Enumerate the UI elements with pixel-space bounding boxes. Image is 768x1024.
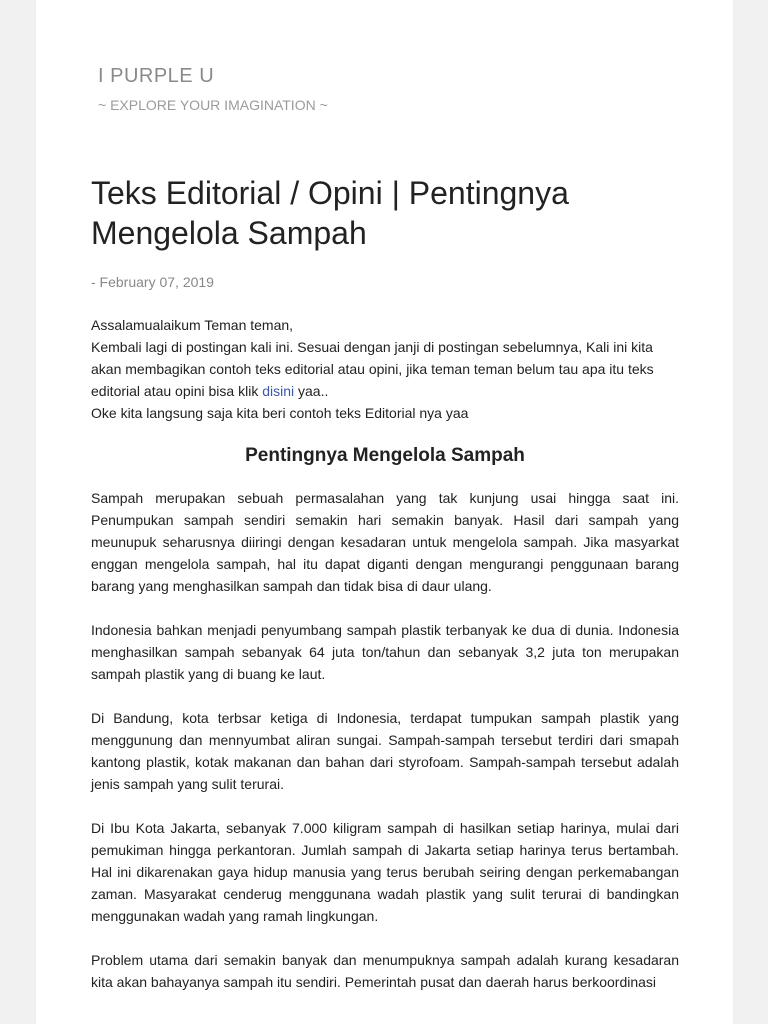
intro-line-2: akan membagikan contoh teks editorial atau opini, jika teman teman belum tau apa itu teks (91, 361, 654, 377)
post-title: Teks Editorial / Opini | Pentingnya Mengelola Sampah (91, 175, 569, 251)
intro-link-line (91, 380, 679, 402)
blog-page (36, 0, 733, 1024)
blog-post (91, 173, 679, 1007)
disini-link[interactable]: disini (262, 383, 295, 399)
intro-greeting: Assalamualaikum Teman teman, (91, 317, 294, 333)
blog-title-link[interactable]: I PURPLE U (98, 65, 215, 87)
article-paragraph-1: Sampah merupakan sebuah permasalahan yang tak kunjung usai hingga saat ini. Penumpukan sampah sendiri semakin hari semakin banyak. Hasil dari sampah yang meunupuk seharusnya diiringi dengan kesadaran untuk mengelola sampah. Jika masyarkat enggan mengelola sampah, hal itu dapat diganti dengan mengurangi penggunaan barang barang yang menghasilkan sampah dan tidak bisa di daur ulang. (91, 490, 679, 594)
post-date: - February 07, 2019 (91, 274, 214, 290)
article-heading: Pentingnya Mengelola Sampah (245, 445, 525, 466)
intro-line-3-after-link: yaa.. (294, 383, 329, 399)
intro-closing-line: Oke kita langsung saja kita beri contoh teks Editorial nya yaa (91, 405, 469, 421)
blog-header (98, 62, 658, 115)
blog-tagline: ~ EXPLORE YOUR IMAGINATION ~ (98, 97, 328, 113)
intro-line-1: Kembali lagi di postingan kali ini. Sesuai dengan janji di postingan sebelumnya, Kali ini kita (91, 339, 653, 355)
article-paragraph-2: Indonesia bahkan menjadi penyumbang sampah plastik terbanyak ke dua di dunia. Indonesia menghasilkan sampah sebanyak 64 juta ton/tahun dan sebanyak 3,2 juta ton merupakan sampah plastik yang di buang ke laut. (91, 622, 679, 682)
article-paragraph-5: Problem utama dari semakin banyak dan menumpuknya sampah adalah kurang kesadaran kita akan bahayanya sampah itu sendiri. Pemerintah pusat dan daerah harus berkoordinasi (91, 952, 679, 990)
intro-line-3-before-link: editorial atau opini bisa klik (91, 383, 263, 399)
article-paragraph-3: Di Bandung, kota terbsar ketiga di Indonesia, terdapat tumpukan sampah plastik yang menggunung dan mennyumbat aliran sungai. Sampah-sampah tersebut terdiri dari smapah kantong plastik, kotak makanan dan bahan dari styrofoam. Sampah-sampah tersebut adalah jenis sampah yang sulit terurai. (91, 710, 679, 792)
article-paragraph-4: Di Ibu Kota Jakarta, sebanyak 7.000 kiligram sampah di hasilkan setiap harinya, mulai dari pemukiman hingga perkantoran. Jumlah sampah di Jakarta setiap harinya terus bertambah. Hal ini dikarenakan gaya hidup manusia yang terus berubah seiring dengan perkemabangan zaman. Masyarakat cenderug menggunana wadah plastik yang sulit terurai di bandingkan menggunakan wadah yang ramah lingkungan. (91, 820, 679, 924)
post-intro (91, 314, 679, 424)
